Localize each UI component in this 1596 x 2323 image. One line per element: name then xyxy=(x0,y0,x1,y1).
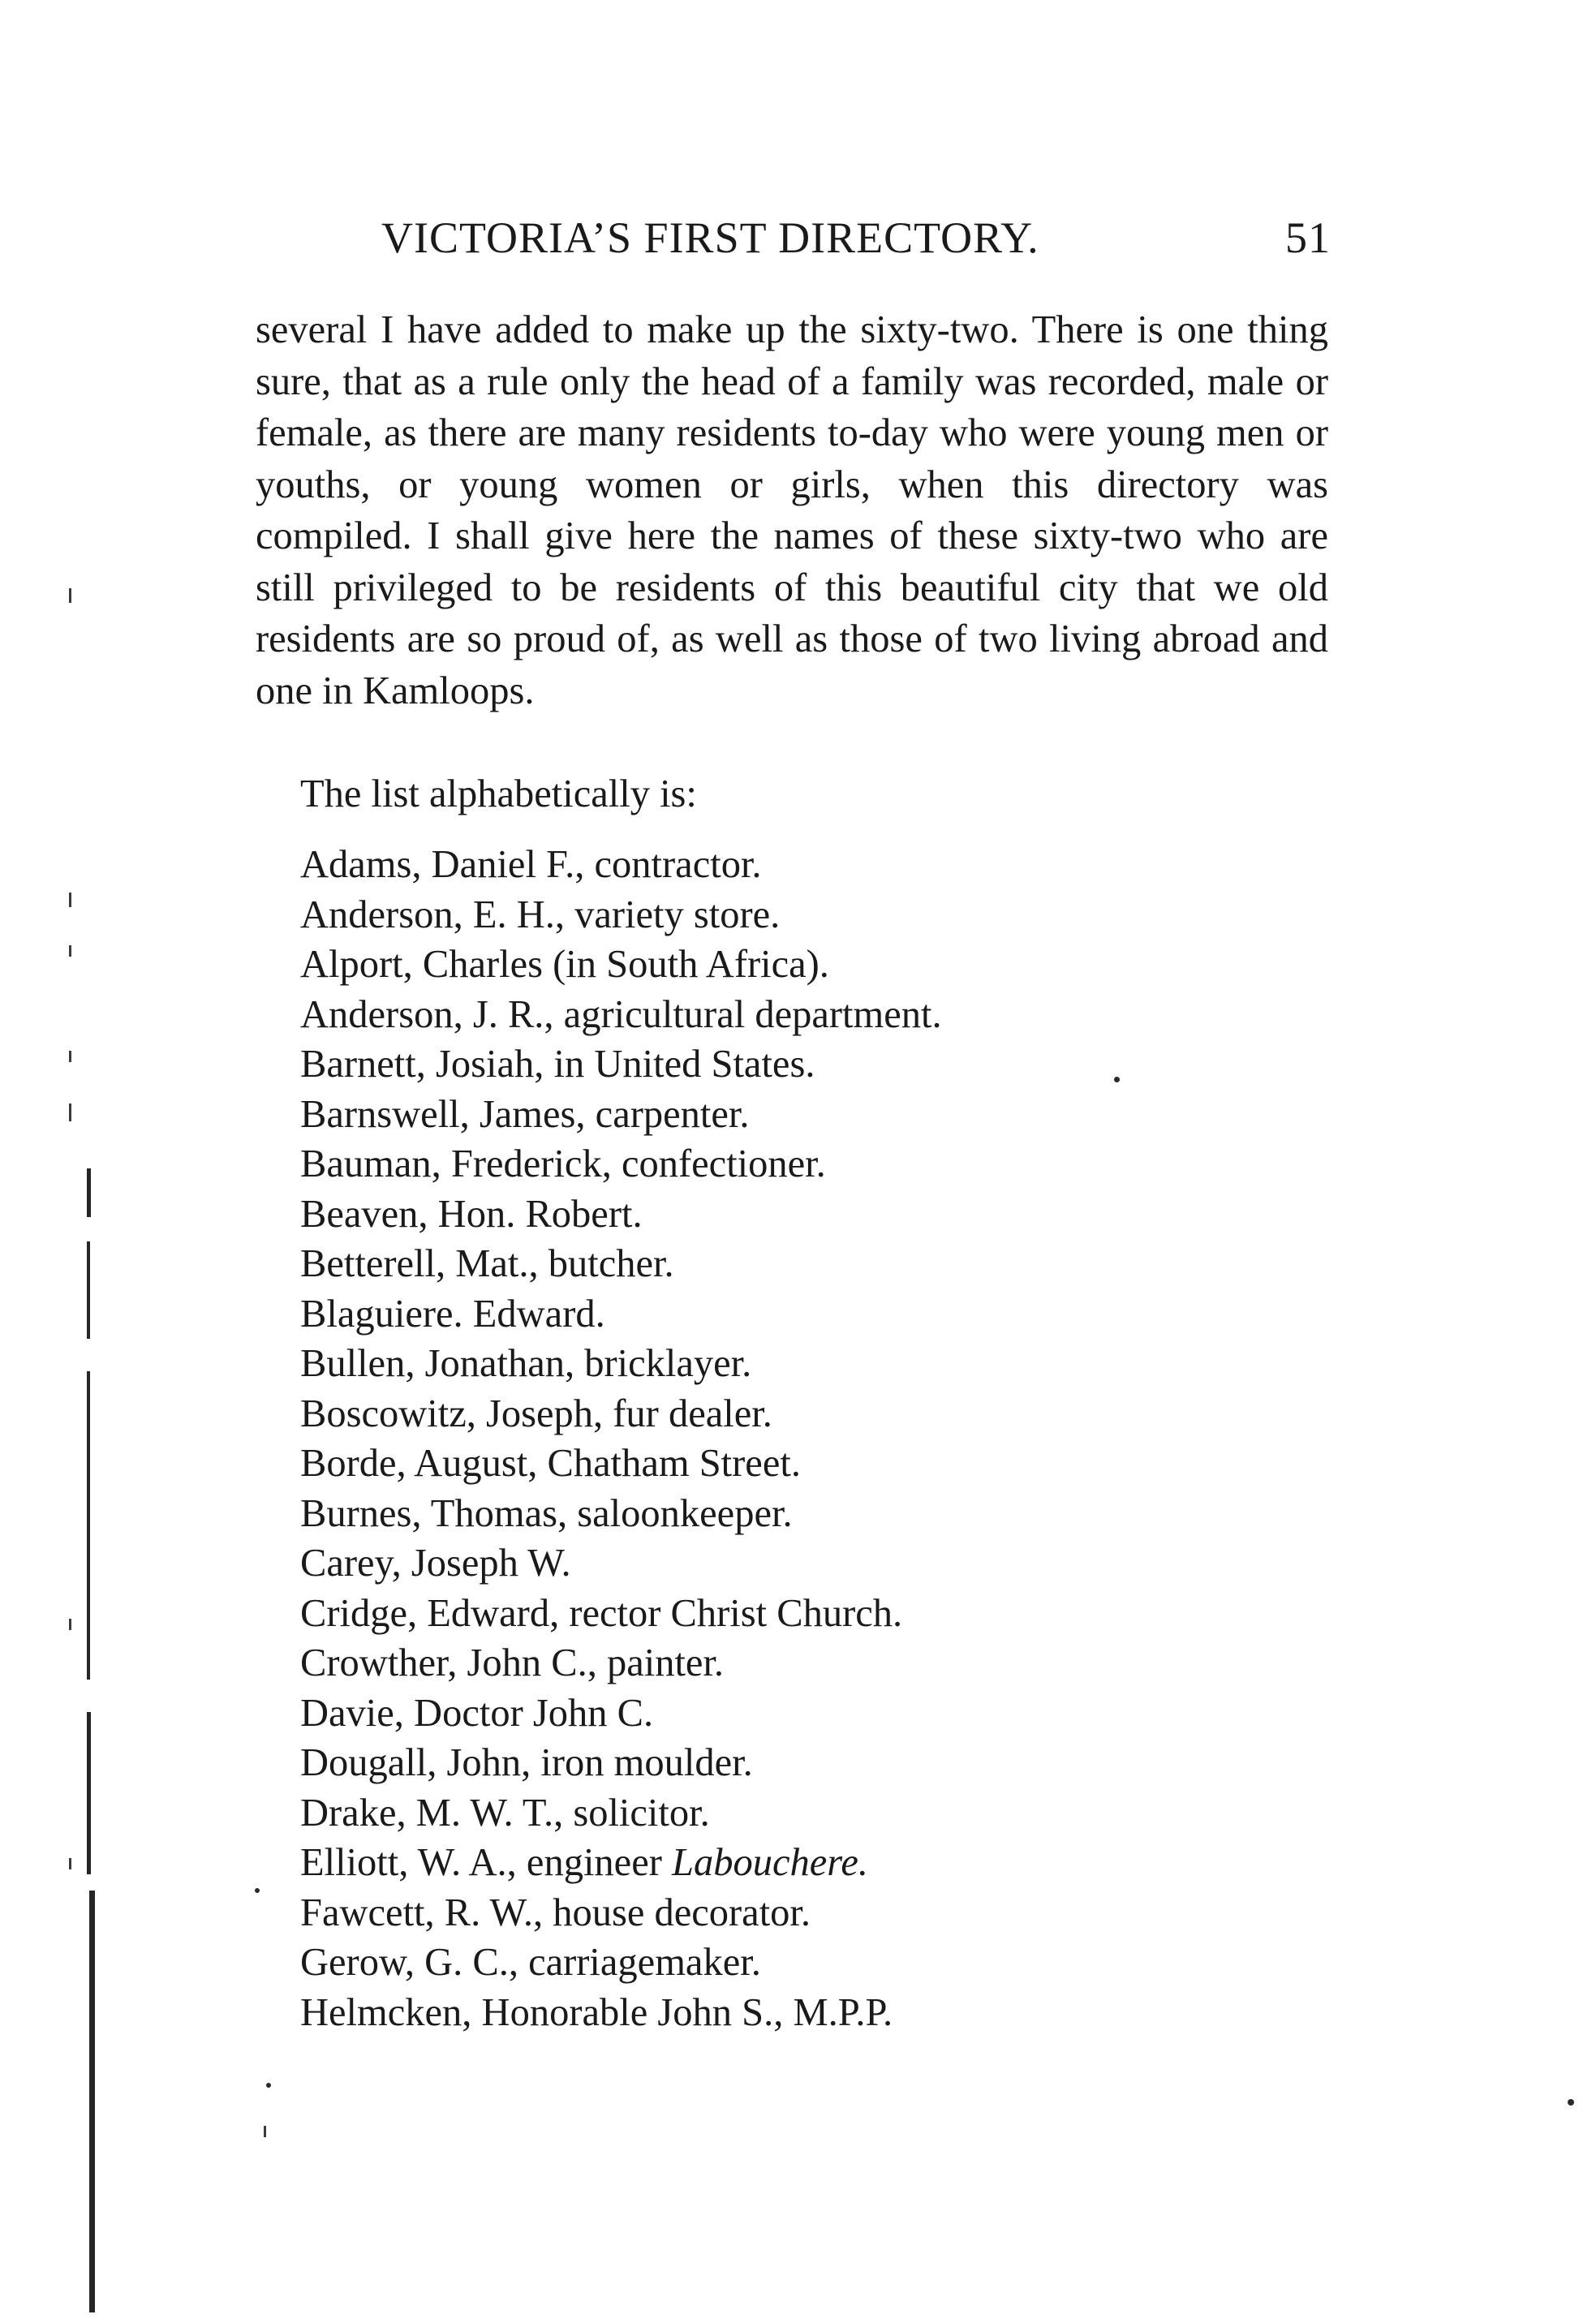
directory-entry: Anderson, E. H., variety store. xyxy=(300,893,781,936)
gutter-mark xyxy=(69,1051,71,1062)
gutter-mark xyxy=(69,945,71,957)
directory-entry: Bullen, Jonathan, bricklayer. xyxy=(300,1342,752,1385)
running-head-title: VICTORIA’S FIRST DIRECTORY. xyxy=(381,213,1039,262)
gutter-shadow xyxy=(89,1891,95,2312)
gutter-mark xyxy=(69,588,71,603)
directory-entry: Beaven, Hon. Robert. xyxy=(300,1192,643,1236)
directory-entry: Burnes, Thomas, saloonkeeper. xyxy=(300,1491,793,1535)
directory-entry: Alport, Charles (in South Africa). xyxy=(300,943,829,986)
directory-entry: Cridge, Edward, rector Christ Church. xyxy=(300,1591,903,1635)
gutter-mark xyxy=(264,2126,266,2137)
directory-entry: Blaguiere. Edward. xyxy=(300,1292,605,1336)
ship-name-italic: Labouchere. xyxy=(672,1841,869,1884)
directory-entry: Davie, Doctor John C. xyxy=(300,1691,654,1735)
running-head xyxy=(381,213,1331,261)
directory-entry: Bauman, Frederick, confectioner. xyxy=(300,1142,826,1185)
directory-entry: Helmcken, Honorable John S., M.P.P. xyxy=(300,1990,893,2034)
directory-entry: Carey, Joseph W. xyxy=(300,1542,571,1585)
page-number: 51 xyxy=(1285,213,1331,262)
ink-speck xyxy=(1114,1077,1120,1082)
directory-entry: Borde, August, Chatham Street. xyxy=(300,1442,801,1485)
gutter-mark xyxy=(69,1858,71,1869)
ink-speck xyxy=(266,2083,271,2088)
directory-entry: Anderson, J. R., agricultural department. xyxy=(300,992,942,1036)
gutter-shadow xyxy=(87,1241,90,1339)
body-paragraph: several I have added to make up the sixty-two. There is one thing sure, that as a rule only the head of a family was recorded, male or female, as there are many residents to-day who were young men or youths, or young women or girls, when this directory was compiled. I shall give here the names of these sixty-two who are still privileged to be residents of this beautiful city that we old residents are so proud of, as well as those of two living abroad and one in Kamloops. xyxy=(256,308,1328,712)
directory-entry: Crowther, John C., painter. xyxy=(300,1641,725,1684)
directory-entry: Dougall, John, iron moulder. xyxy=(300,1741,753,1784)
directory-entry-text: Elliott, W. A., engineer xyxy=(300,1841,662,1884)
list-intro: The list alphabetically is: xyxy=(300,772,697,815)
gutter-shadow xyxy=(87,1712,91,1874)
directory-entry: Boscowitz, Joseph, fur dealer. xyxy=(300,1392,772,1435)
directory-entry: Fawcett, R. W., house decorator. xyxy=(300,1891,811,1934)
gutter-mark xyxy=(69,1103,71,1121)
gutter-mark xyxy=(69,893,71,907)
directory-entry: Adams, Daniel F., contractor. xyxy=(300,843,762,886)
directory-list xyxy=(300,840,1314,2037)
gutter-mark xyxy=(69,1619,71,1630)
ink-speck xyxy=(255,1888,260,1893)
directory-entry: Barnett, Josiah, in United States. xyxy=(300,1043,815,1086)
body-paragraph-block xyxy=(256,304,1328,716)
directory-entry: Drake, M. W. T., solicitor. xyxy=(300,1791,710,1835)
directory-entry-elliott xyxy=(300,1838,1314,1888)
ink-speck xyxy=(1568,2099,1574,2106)
gutter-shadow xyxy=(87,1168,91,1217)
directory-entry: Gerow, G. C., carriagemaker. xyxy=(300,1941,761,1984)
directory-entry: Betterell, Mat., butcher. xyxy=(300,1242,674,1285)
directory-entry: Barnswell, James, carpenter. xyxy=(300,1092,750,1136)
gutter-shadow xyxy=(87,1371,90,1680)
